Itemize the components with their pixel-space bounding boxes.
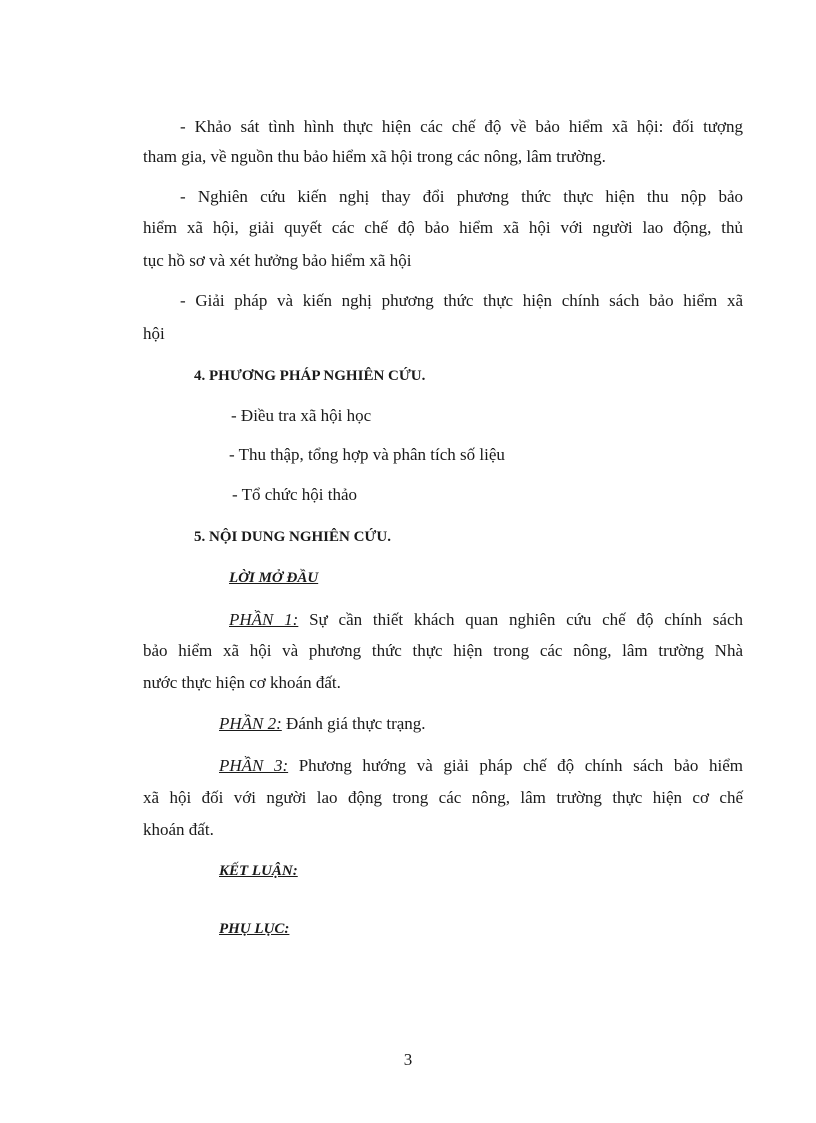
phan-1-line-3: nước thực hiện cơ khoán đất.: [143, 673, 341, 692]
section-4-item-1: - Điều tra xã hội học: [231, 406, 372, 425]
phan-3-text: Phương hướng và giải pháp chế độ chính sách bảo hiểm: [288, 756, 743, 775]
phan-1-text: Sự cần thiết khách quan nghiên cứu chế độ chính sách: [298, 610, 743, 629]
paragraph-2-line-2: hiểm xã hội, giải quyết các chế độ bảo hiểm xã hội với người lao động, thủ: [143, 218, 743, 237]
ket-luan-heading: KẾT LUẬN:: [219, 863, 298, 879]
phan-3-line-1: [219, 755, 743, 777]
paragraph-2-line-3: tục hồ sơ và xét hưởng bảo hiểm xã hội: [143, 251, 412, 270]
phan-1-line-1: [229, 609, 743, 631]
paragraph-3-line-2: hội: [143, 324, 165, 343]
phan-2-label: PHẦN 2:: [219, 714, 282, 733]
page-number: 3: [403, 1050, 413, 1069]
section-5-heading: 5. NỘI DUNG NGHIÊN CỨU.: [194, 529, 391, 545]
phan-3-line-2: xã hội đối với người lao động trong các nông, lâm trường thực hiện cơ chế: [143, 788, 743, 807]
section-4-heading: 4. PHƯƠNG PHÁP NGHIÊN CỨU.: [194, 368, 426, 384]
phu-luc-heading: PHỤ LỤC:: [219, 921, 290, 937]
paragraph-2-line-1: - Nghiên cứu kiến nghị thay đổi phương thức thực hiện thu nộp bảo: [180, 187, 743, 206]
phan-3-label: PHẦN 3:: [219, 756, 289, 775]
phan-1-line-2: bảo hiểm xã hội và phương thức thực hiện trong các nông, lâm trường Nhà: [143, 641, 743, 660]
section-4-item-3: - Tổ chức hội thảo: [232, 485, 358, 504]
section-4-item-2: - Thu thập, tổng hợp và phân tích số liệu: [229, 445, 505, 464]
phan-3-line-3: khoán đất.: [143, 820, 214, 839]
phan-1-label: PHẦN 1:: [229, 610, 299, 629]
paragraph-1-line-1: - Khảo sát tình hình thực hiện các chế độ về bảo hiểm xã hội: đối tượng: [180, 117, 743, 136]
paragraph-1-line-2: tham gia, về nguồn thu bảo hiểm xã hội trong các nông, lâm trường.: [143, 147, 606, 166]
phan-2-line: [219, 713, 426, 735]
paragraph-3-line-1: - Giải pháp và kiến nghị phương thức thực hiện chính sách bảo hiểm xã: [180, 291, 743, 310]
loi-mo-dau-heading: LỜI MỞ ĐẦU: [229, 570, 319, 586]
phan-2-text: Đánh giá thực trạng.: [281, 714, 426, 733]
